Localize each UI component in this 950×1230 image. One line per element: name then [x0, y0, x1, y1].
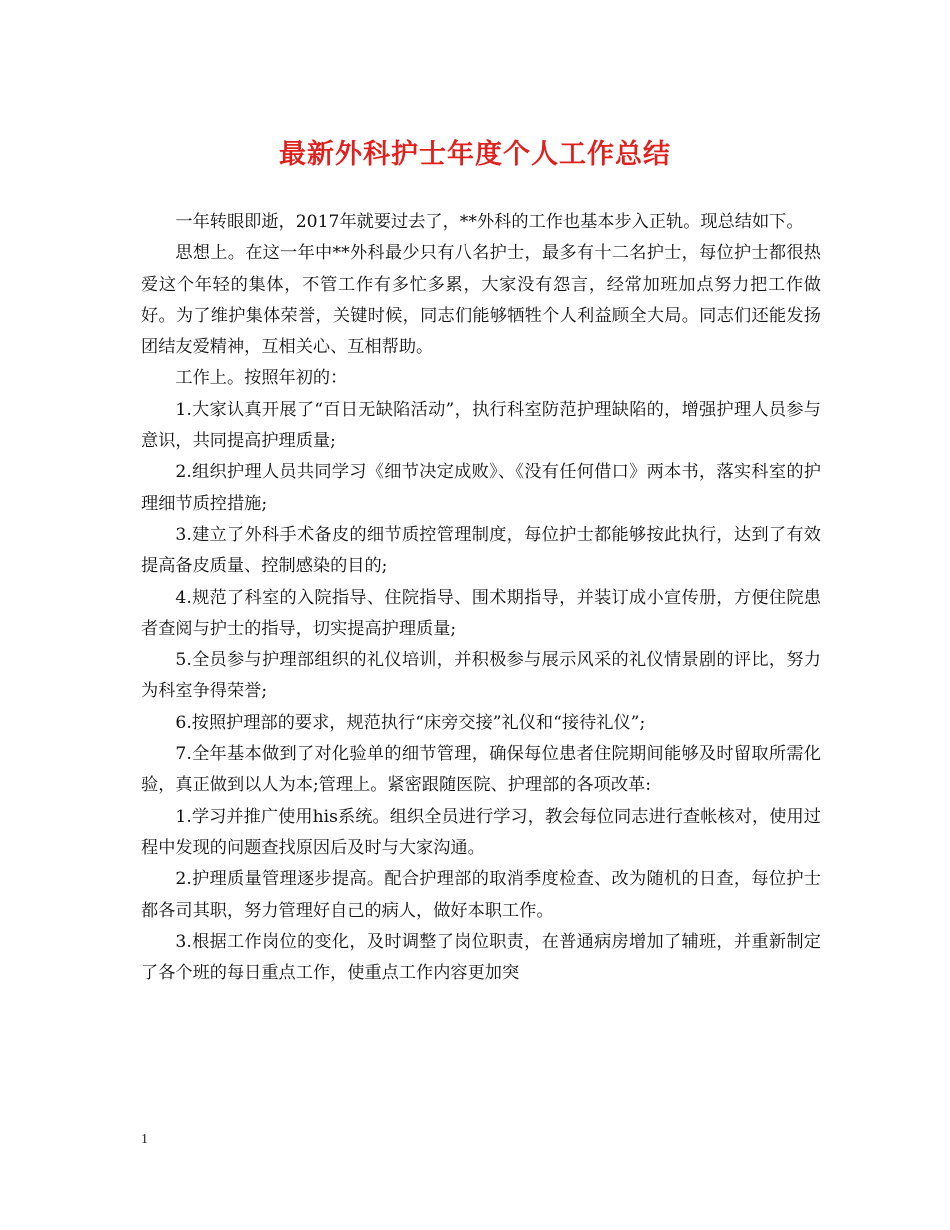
document-body: [141, 207, 821, 989]
paragraph-work-item-5: 5.全员参与护理部组织的礼仪培训，并积极参与展示风采的礼仪情景剧的评比，努力为科室争得荣誉;: [141, 650, 821, 702]
paragraph-work-item-4: 4.规范了科室的入院指导、住院指导、围术期指导，并装订成小宣传册，方便住院患者查阅与护士的指导，切实提高护理质量;: [141, 587, 821, 639]
paragraph-management-item-2: 2.护理质量管理逐步提高。配合护理部的取消季度检查、改为随机的日查，每位护士都各司其职，努力管理好自己的病人，做好本职工作。: [141, 869, 821, 921]
paragraph-thought: 思想上。在这一年中**外科最少只有八名护士，最多有十二名护士，每位护士都很热爱这个年轻的集体，不管工作有多忙多累，大家没有怨言，经常加班加点努力把工作做好。为了维护集体荣誉，关键时候，同志们能够牺牲个人利益顾全大局。同志们还能发扬团结友爱精神，互相关心、互相帮助。: [141, 243, 821, 358]
paragraph-work-item-6: 6.按照护理部的要求，规范执行“床旁交接”礼仪和“接待礼仪”;: [175, 712, 646, 733]
paragraph-work-item-3: 3.建立了外科手术备皮的细节质控管理制度，每位护士都能够按此执行，达到了有效提高备皮质量、控制感染的目的;: [141, 524, 821, 577]
paragraph-intro: 一年转眼即逝，2017年就要过去了，**外科的工作也基本步入正轨。现总结如下。: [175, 212, 804, 232]
paragraph-work-item-1: 1.大家认真开展了“百日无缺陷活动”，执行科室防范护理缺陷的，增强护理人员参与意识，共同提高护理质量;: [141, 399, 821, 452]
paragraph-work-heading: 工作上。按照年初的：: [175, 368, 348, 389]
paragraph-work-item-7: 7.全年基本做到了对化验单的细节管理，确保每位患者住院期间能够及时留取所需化验，真正做到以人为本;管理上。紧密跟随医院、护理部的各项改革:: [141, 744, 821, 796]
paragraph-management-item-3: 3.根据工作岗位的变化，及时调整了岗位职责，在普通病房增加了辅班，并重新制定了各个班的每日重点工作，使重点工作内容更加突: [141, 931, 821, 984]
paragraph-work-item-2: 2.组织护理人员共同学习《细节决定成败》、《没有任何借口》两本书，落实科室的护理细节质控措施;: [141, 462, 821, 514]
page-number: 1: [141, 1132, 148, 1147]
paragraph-management-item-1: 1.学习并推广使用his系统。组织全员进行学习，教会每位同志进行查帐核对，使用过程中发现的问题查找原因后及时与大家沟通。: [141, 806, 821, 858]
document-title: 最新外科护士年度个人工作总结: [279, 139, 671, 170]
